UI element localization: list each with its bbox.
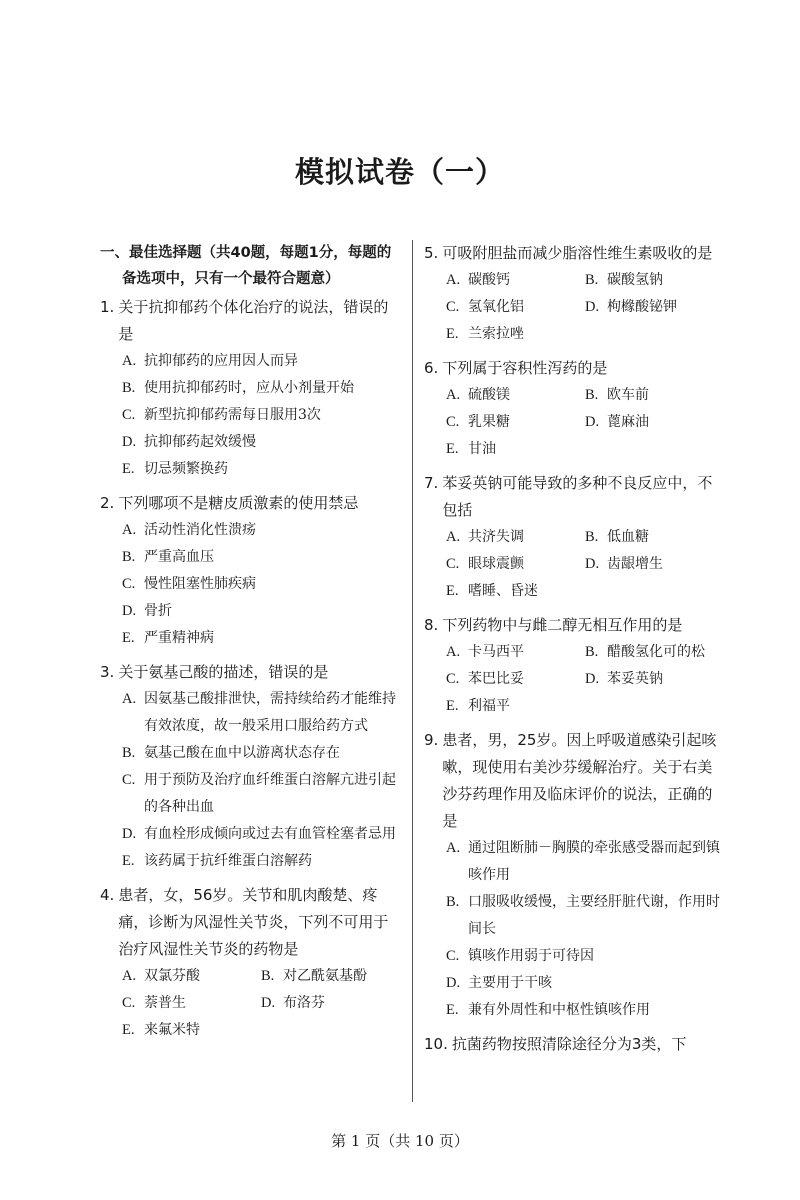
question-number: 8. [424, 616, 439, 634]
option-a: A. 硫酸镁 [446, 387, 510, 403]
option-d: D. 主要用于干咳 [446, 975, 552, 991]
question-number: 3. [100, 663, 115, 681]
question-number: 4. [100, 886, 115, 904]
question-2 [100, 490, 400, 652]
option-a: A. 通过阻断肺－胸膜的牵张感受器而起到镇咳作用 [446, 840, 720, 883]
option-b: B. 使用抗抑郁药时，应从小剂量开始 [122, 380, 354, 396]
question-3 [100, 659, 400, 875]
option-a: A. 抗抑郁药的应用因人而异 [122, 353, 298, 369]
option-d: D. 蓖麻油 [585, 414, 649, 430]
question-number: 2. [100, 494, 115, 512]
option-e: E. 利福平 [446, 698, 510, 714]
option-a: A. 因氨基己酸排泄快，需持续给药才能维持有效浓度，故一般采用口服给药方式 [122, 691, 396, 734]
section-heading: 一、最佳选择题（共40题，每题1分，每题的备选项中，只有一个最符合题意） [100, 245, 392, 287]
option-a: A. 共济失调 [446, 529, 524, 545]
question-1 [100, 294, 400, 483]
question-stem: 关于氨基己酸的描述，错误的是 [118, 663, 329, 681]
question-stem: 关于抗抑郁药个体化治疗的说法，错误的是 [118, 298, 389, 343]
question-10 [424, 1031, 724, 1058]
column-divider [412, 240, 413, 1102]
question-stem: 下列哪项不是糖皮质激素的使用禁忌 [118, 494, 359, 512]
question-9 [424, 727, 724, 1024]
question-stem: 下列属于容积性泻药的是 [442, 359, 608, 377]
right-column [424, 240, 724, 1065]
option-e: E. 甘油 [446, 441, 496, 457]
option-c: C. 镇咳作用弱于可待因 [446, 948, 594, 964]
page-title: 模拟试卷（一） [294, 155, 505, 189]
option-b: B. 氨基己酸在血中以游离状态存在 [122, 745, 340, 761]
option-c: C. 乳果糖 [446, 414, 510, 430]
question-stem: 抗菌药物按照清除途径分为3类，下 [451, 1035, 687, 1053]
option-b: B. 低血糖 [585, 529, 649, 545]
option-e: E. 兰索拉唑 [446, 326, 524, 342]
option-a: A. 活动性消化性溃疡 [122, 522, 256, 538]
option-d: D. 抗抑郁药起效缓慢 [122, 434, 256, 450]
question-number: 7. [424, 474, 439, 492]
option-b: B. 醋酸氢化可的松 [585, 644, 705, 660]
question-7 [424, 470, 724, 605]
question-stem: 患者，女，56岁。关节和肌肉酸楚、疼痛，诊断为风湿性关节炎，下列不可用于治疗风湿性关节炎的药物是 [118, 886, 389, 958]
question-number: 5. [424, 244, 439, 262]
option-e: E. 嗜睡、昏迷 [446, 583, 538, 599]
question-number: 9. [424, 731, 439, 749]
option-e: E. 切忌频繁换药 [122, 461, 228, 477]
option-b: B. 欧车前 [585, 387, 649, 403]
option-a: A. 双氯芬酸 [122, 968, 200, 984]
left-column [100, 240, 400, 1051]
option-b: B. 口服吸收缓慢，主要经肝脏代谢，作用时间长 [446, 894, 720, 937]
option-d: D. 骨折 [122, 603, 172, 619]
option-d: D. 布洛芬 [261, 995, 325, 1011]
question-number: 10. [424, 1035, 448, 1053]
option-b: B. 对乙酰氨基酚 [261, 968, 367, 984]
option-e: E. 来氟米特 [122, 1022, 200, 1038]
question-stem: 可吸附胆盐而减少脂溶性维生素吸收的是 [442, 244, 713, 262]
question-4 [100, 882, 400, 1044]
option-c: C. 新型抗抑郁药需每日服用3次 [122, 407, 321, 423]
question-8 [424, 612, 724, 720]
option-e: E. 兼有外周性和中枢性镇咳作用 [446, 1002, 650, 1018]
page-footer: 第 1 页（共 10 页） [331, 1132, 469, 1150]
option-e: E. 严重精神病 [122, 630, 214, 646]
option-c: C. 氢氧化铝 [446, 299, 524, 315]
question-6 [424, 355, 724, 463]
option-d: D. 苯妥英钠 [585, 671, 663, 687]
option-c: C. 眼球震颤 [446, 556, 524, 572]
option-d: D. 枸橼酸铋钾 [585, 299, 677, 315]
option-c: C. 萘普生 [122, 995, 186, 1011]
question-number: 1. [100, 298, 115, 316]
question-stem: 下列药物中与雌二醇无相互作用的是 [442, 616, 683, 634]
option-a: A. 碳酸钙 [446, 272, 510, 288]
question-stem: 患者，男，25岁。因上呼吸道感染引起咳嗽，现使用右美沙芬缓解治疗。关于右美沙芬药理作用及临床评价的说法，正确的是 [442, 731, 717, 830]
question-stem: 苯妥英钠可能导致的多种不良反应中，不包括 [442, 474, 713, 519]
option-c: C. 慢性阻塞性肺疾病 [122, 576, 256, 592]
question-5 [424, 240, 724, 348]
option-d: D. 有血栓形成倾向或过去有血管栓塞者忌用 [122, 826, 396, 842]
option-d: D. 齿龈增生 [585, 556, 663, 572]
question-number: 6. [424, 359, 439, 377]
option-c: C. 苯巴比妥 [446, 671, 524, 687]
option-a: A. 卡马西平 [446, 644, 524, 660]
option-b: B. 严重高血压 [122, 549, 214, 565]
option-b: B. 碳酸氢钠 [585, 272, 663, 288]
option-e: E. 该药属于抗纤维蛋白溶解药 [122, 853, 312, 869]
option-c: C. 用于预防及治疗血纤维蛋白溶解亢进引起的各种出血 [122, 772, 396, 815]
